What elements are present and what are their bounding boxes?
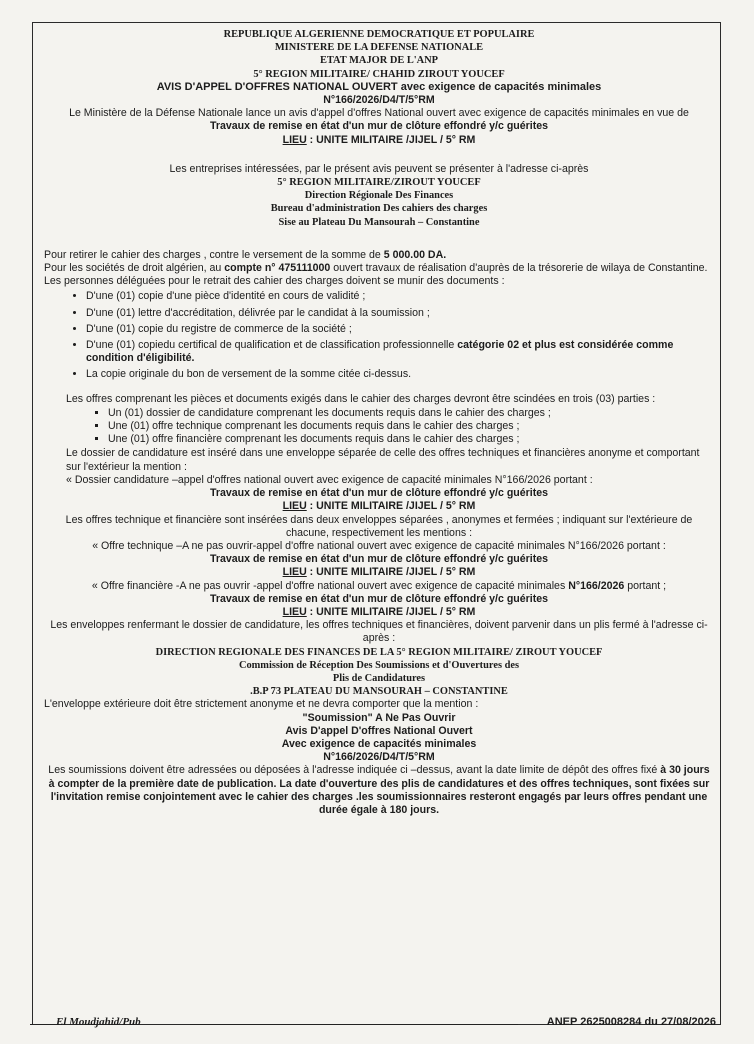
header-line-3: ETAT MAJOR DE L'ANP	[319, 55, 439, 67]
lieu-label: LIEU	[282, 133, 307, 146]
lieu-value: : UNITE MILITAIRE /JIJEL / 5° RM	[306, 500, 476, 513]
list-item: ▪ Une (01) offre financière comprenant les documents requis dans le cahier des charges ;	[108, 433, 714, 446]
header-line-4: 5° REGION MILITAIRE/ CHAHID ZIROUT YOUCEF	[253, 68, 505, 80]
address-line-3: Bureau d'administration Des cahiers des charges	[270, 203, 488, 215]
works-location	[44, 606, 714, 619]
offer-parts-list	[44, 407, 714, 447]
tech-fin-text: Les offres technique et financière sont insérées dans deux enveloppes séparées , anonymes et fermées ; indiquant sur l'extérieure de chacune, respectivement les mentions :	[65, 513, 693, 539]
list-item: • D'une (01) copie du registre de commerce de la société ;	[86, 323, 714, 336]
dossier-text: Le dossier de candidature est inséré dans une enveloppe séparée de celle des offres techniques et financières anonyme et comportant sur l'extérieur la mention :	[66, 447, 700, 473]
works-title: Travaux de remise en état d'un mur de clôture effondré y/c guérites	[209, 553, 549, 566]
address-intro: Les entreprises intéressées, par le présent avis peuvent se présenter à l'adresse ci-après	[169, 162, 589, 175]
lieu-value: : UNITE MILITAIRE /JIJEL / 5° RM	[306, 133, 476, 146]
header-line-2: MINISTERE DE LA DEFENSE NATIONALE	[274, 42, 484, 54]
deposit-line-1: DIRECTION REGIONALE DES FINANCES DE LA 5° REGION MILITAIRE/ ZIROUT YOUCEF	[155, 646, 603, 658]
header-line-1: REPUBLIQUE ALGERIENNE DEMOCRATIQUE ET POPULAIRE	[223, 29, 535, 40]
document-text: D'une (01) copiedu certifical de qualification et de classification professionnelle	[86, 339, 458, 352]
notice-title: AVIS D'APPEL D'OFFRES NATIONAL OUVERT avec exigence de capacités minimales	[156, 80, 602, 93]
lieu-label: LIEU	[282, 605, 307, 618]
account-number: compte n° 475111000	[224, 262, 331, 275]
dossier-mention: « Dossier candidature –appel d'offres national ouvert avec exigence de capacité minimales N°166/2026 portant :	[66, 473, 593, 486]
notice-content	[44, 28, 714, 817]
payment-line-1	[44, 249, 714, 262]
account-text: Pour les sociétés de droit algérien, au	[44, 262, 225, 275]
envelope-mention-3: Avec exigence de capacités minimales	[281, 737, 477, 750]
list-item: • D'une (01) copie d'une pièce d'identité en cours de validité ;	[86, 290, 714, 303]
fin-mention-end: portant ;	[624, 579, 667, 592]
list-item: • La copie originale du bon de versement de la somme citée ci-dessus.	[86, 368, 714, 381]
works-title: Travaux de remise en état d'un mur de clôture effondré y/c guérites	[209, 487, 549, 500]
address-line-1: 5° REGION MILITAIRE/ZIROUT YOUCEF	[277, 177, 481, 189]
deposit-line-4: .B.P 73 PLATEAU DU MANSOURAH – CONSTANTINE	[250, 686, 508, 698]
footer	[30, 1016, 720, 1032]
account-text-end: ouvert travaux de réalisation d'auprès de la trésorerie de wilaya de Constantine.	[330, 262, 708, 275]
closing-deadline: à 30 jours à compter de la première date de publication. La date d'ouverture des plis de candidatures et des offres techniques, sont fixées sur l'invitation remise conjointement avec le cahier des charges .les soumissionnaires resteront engagés par leurs offres pendant une durée égale à 180 jours.	[48, 764, 710, 816]
works-location	[44, 566, 714, 579]
envelope-mention-1: "Soumission" A Ne Pas Ouvrir	[302, 711, 456, 724]
works-title: Travaux de remise en état d'un mur de clôture effondré y/c guérites	[209, 592, 549, 605]
list-item	[86, 339, 714, 365]
fin-mention	[44, 580, 714, 593]
address-line-4: Sise au Plateau Du Mansourah – Constantine	[278, 216, 480, 228]
envelope-mention-2: Avis D'appel D'offres National Ouvert	[285, 724, 473, 737]
closing-text: Les soumissions doivent être adressées ou déposées à l'adresse indiquée ci –dessus, avant la date limite de dépôt des offres fixé	[48, 764, 661, 777]
notice-reference: N°166/2026/D4/T/5°RM	[323, 94, 435, 107]
works-title: Travaux de remise en état d'un mur de clôture effondré y/c guérites	[209, 120, 549, 133]
lieu-label: LIEU	[282, 566, 307, 579]
documents-list	[44, 290, 714, 381]
anep-reference: ANEP 2625008284 du 27/08/2026	[546, 1016, 716, 1028]
delegates-text: Les personnes déléguées pour le retrait des cahier des charges doivent se munir des documents :	[44, 275, 505, 288]
payment-line-2	[44, 262, 714, 275]
fin-mention-ref: N°166/2026	[568, 579, 625, 592]
address-line-2: Direction Régionale Des Finances	[304, 190, 454, 202]
fin-mention-text: « Offre financière -A ne pas ouvrir -appel d'offre national ouvert avec exigence de capacité minimales	[91, 579, 569, 592]
payment-amount: 5 000.00 DA.	[383, 248, 447, 261]
envelope-text: L'enveloppe extérieure doit être strictement anonyme et ne devra comporter que la mention :	[44, 698, 479, 711]
list-item: ▪ Un (01) dossier de candidature comprenant les documents requis dans le cahier des charges ;	[108, 407, 714, 420]
list-item: ▪ Une (01) offre technique comprenant les documents requis dans le cahier des charges ;	[108, 420, 714, 433]
works-location	[44, 134, 714, 147]
closing-paragraph	[44, 764, 714, 817]
list-item: • D'une (01) lettre d'accréditation, délivrée par le candidat à la soumission ;	[86, 307, 714, 320]
publication-source: El Moudjahid/Pub	[56, 1016, 141, 1028]
deposit-text: Les enveloppes renfermant le dossier de candidature, les offres techniques et financières, doivent parvenir dans un plis fermé à l'adresse ci- après :	[50, 619, 708, 645]
lieu-value: : UNITE MILITAIRE /JIJEL / 5° RM	[306, 605, 476, 618]
deposit-line-2: Commission de Réception Des Soumissions et d'Ouvertures des	[238, 659, 520, 671]
lieu-label: LIEU	[282, 500, 307, 513]
lieu-value: : UNITE MILITAIRE /JIJEL / 5° RM	[306, 566, 476, 579]
works-location	[44, 500, 714, 513]
offers-intro: Les offres comprenant les pièces et documents exigés dans le cahier des charges devront être scindées en trois (03) parties :	[66, 392, 656, 405]
tech-mention: « Offre technique –A ne pas ouvrir-appel d'offre national ouvert avec exigence de capacité minimales N°166/2026 portant :	[92, 539, 666, 552]
envelope-mention-4: N°166/2026/D4/T/5°RM	[323, 751, 435, 764]
payment-text: Pour retirer le cahier des charges , contre le versement de la somme de	[44, 248, 384, 261]
deposit-line-3: Plis de Candidatures	[332, 672, 426, 684]
intro-text: Le Ministère de la Défense Nationale lance un avis d'appel d'offres National ouvert avec exigence de capacités minimales en vue de	[69, 107, 689, 120]
eligibility-condition: catégorie 02 et plus est considérée comme condition d'éligibilité.	[86, 339, 674, 365]
